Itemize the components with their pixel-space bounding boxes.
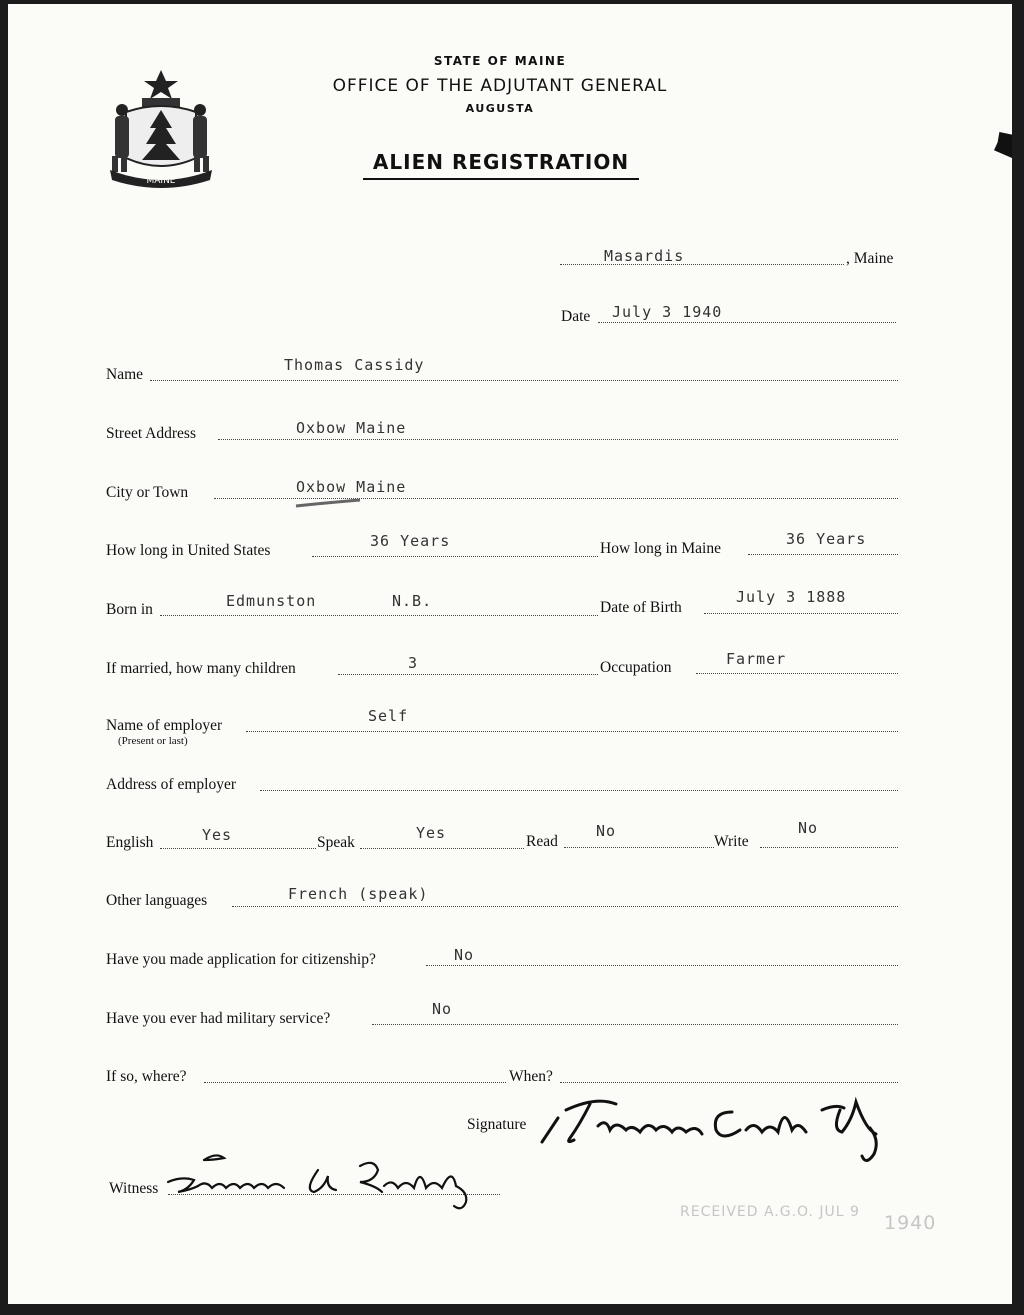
born-in-line	[160, 615, 598, 616]
occupation-line	[696, 673, 898, 674]
how-long-us-line	[312, 556, 598, 557]
location-line	[560, 264, 844, 265]
signature-text: Thomas Cassidy	[722, 1168, 730, 1169]
speak-label: Speak	[317, 834, 355, 851]
witness-text: Laurence A. Peabody	[319, 1212, 329, 1213]
children-value[interactable]: 3	[408, 654, 419, 672]
other-languages-value[interactable]: French (speak)	[288, 885, 429, 903]
received-stamp-text: RECEIVED A.G.O. JUL 9	[680, 1204, 860, 1220]
where-label: If so, where?	[106, 1068, 187, 1085]
born-in-province[interactable]: N.B.	[392, 592, 433, 610]
english-label: English	[106, 834, 154, 851]
name-line	[150, 380, 898, 381]
when-label: When?	[509, 1068, 553, 1085]
received-stamp-year: 1940	[884, 1212, 937, 1234]
how-long-us-value[interactable]: 36 Years	[370, 532, 451, 550]
city-heading: AUGUSTA	[465, 102, 535, 115]
name-value[interactable]: Thomas Cassidy	[284, 356, 425, 374]
date-of-birth-value[interactable]: July 3 1888	[736, 588, 847, 606]
citizenship-line	[426, 965, 898, 966]
employer-name-label: Name of employer	[106, 717, 223, 734]
how-long-maine-line	[748, 554, 898, 555]
date-label: Date	[561, 308, 591, 325]
occupation-label: Occupation	[600, 659, 672, 676]
street-address-value[interactable]: Oxbow Maine	[296, 419, 407, 437]
english-line	[160, 848, 316, 849]
witness-handwriting[interactable]	[164, 1142, 484, 1214]
street-address-label: Street Address	[106, 425, 196, 442]
street-address-line	[218, 439, 898, 440]
signature-handwriting[interactable]	[536, 1090, 916, 1170]
how-long-maine-label: How long in Maine	[600, 540, 721, 557]
seal-text: MAINE	[146, 176, 176, 186]
employer-name-sublabel: (Present or last)	[118, 735, 188, 747]
city-label: City or Town	[106, 484, 189, 501]
occupation-value[interactable]: Farmer	[726, 650, 787, 668]
witness-label: Witness	[109, 1180, 159, 1197]
city-value[interactable]: Oxbow Maine	[296, 478, 407, 496]
employer-name-value[interactable]: Self	[368, 707, 409, 725]
military-label: Have you ever had military service?	[106, 1010, 331, 1027]
state-heading: STATE OF MAINE	[433, 54, 567, 68]
other-languages-label: Other languages	[106, 892, 208, 909]
military-line	[372, 1024, 898, 1025]
location-value[interactable]: Masardis	[604, 247, 685, 265]
registration-form	[8, 4, 1012, 1304]
read-label: Read	[526, 833, 558, 850]
speak-line	[360, 848, 524, 849]
citizenship-label: Have you made application for citizenship?	[106, 951, 376, 968]
pencil-mark-icon	[294, 498, 364, 510]
write-line	[760, 847, 898, 848]
how-long-us-label: How long in United States	[106, 542, 271, 559]
signature-label: Signature	[467, 1116, 527, 1133]
military-value[interactable]: No	[432, 1000, 453, 1018]
children-line	[338, 674, 598, 675]
where-line	[204, 1082, 506, 1083]
received-stamp	[680, 1204, 937, 1234]
children-label: If married, how many children	[106, 660, 296, 677]
name-label: Name	[106, 366, 144, 383]
date-of-birth-line	[704, 613, 898, 614]
how-long-maine-value[interactable]: 36 Years	[786, 530, 867, 548]
date-line	[598, 322, 896, 323]
when-line	[560, 1082, 898, 1083]
employer-name-line	[246, 731, 898, 732]
citizenship-value[interactable]: No	[454, 946, 475, 964]
employer-address-label: Address of employer	[106, 776, 236, 793]
location-suffix: , Maine	[846, 250, 894, 267]
read-value[interactable]: No	[596, 822, 617, 840]
write-label: Write	[714, 833, 749, 850]
date-of-birth-label: Date of Birth	[600, 599, 682, 616]
edge-mark	[994, 132, 1012, 158]
speak-value[interactable]: Yes	[416, 824, 447, 842]
born-in-value[interactable]: Edmunston	[226, 592, 317, 610]
date-value[interactable]: July 3 1940	[612, 303, 723, 321]
other-languages-line	[232, 906, 898, 907]
office-heading: OFFICE OF THE ADJUTANT GENERAL	[332, 76, 668, 96]
born-in-label: Born in	[106, 601, 153, 618]
write-value[interactable]: No	[798, 819, 819, 837]
english-value[interactable]: Yes	[202, 826, 233, 844]
form-title: ALIEN REGISTRATION	[363, 150, 639, 180]
read-line	[564, 847, 714, 848]
employer-address-line	[260, 790, 898, 791]
